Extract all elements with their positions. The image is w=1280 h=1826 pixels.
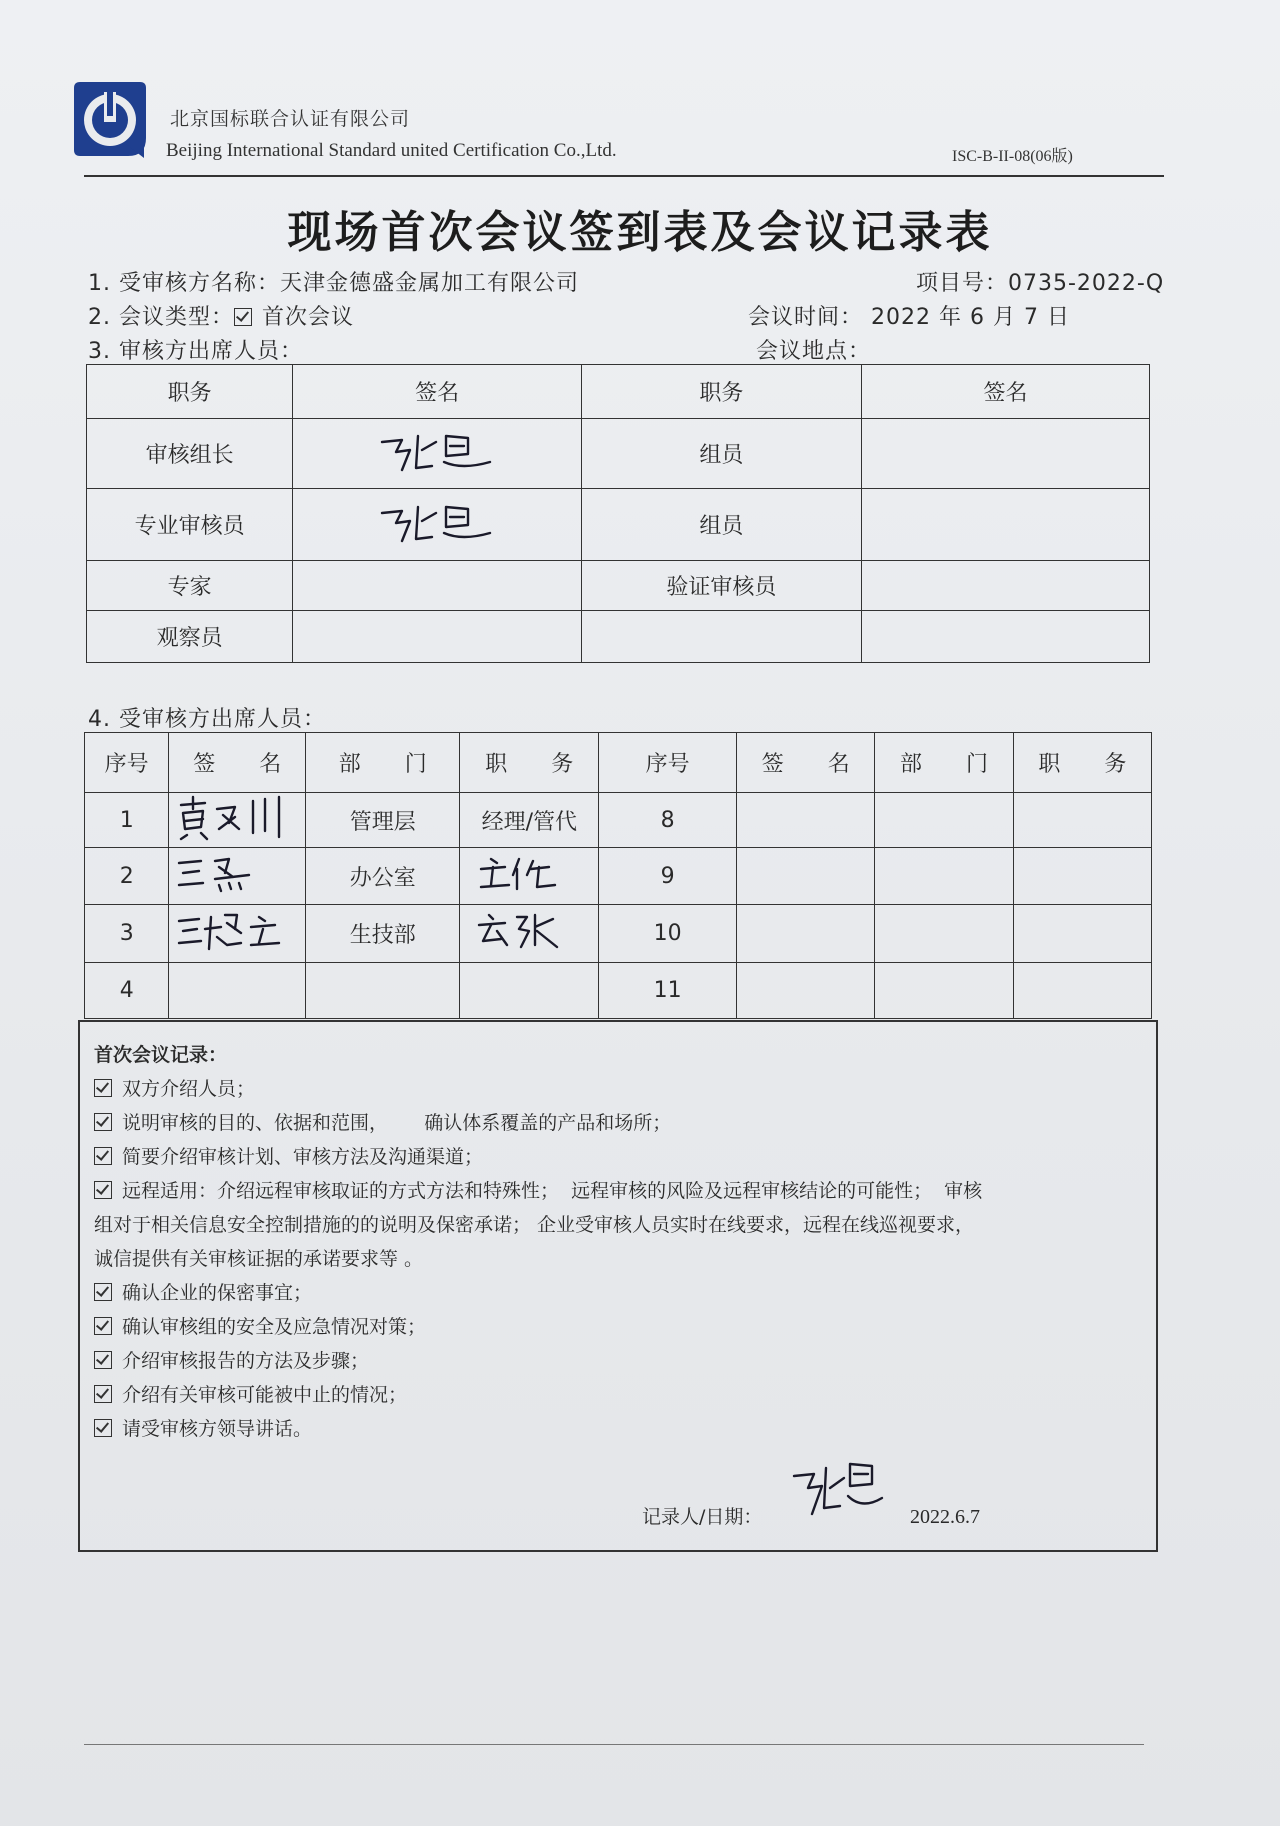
checkbox-icon bbox=[94, 1079, 112, 1097]
header-divider bbox=[84, 175, 1164, 177]
header-cell: 签名 bbox=[293, 365, 581, 419]
signature-cell bbox=[169, 848, 306, 905]
record-item bbox=[94, 1276, 312, 1310]
checkbox-icon bbox=[234, 308, 252, 326]
company-logo bbox=[68, 78, 152, 162]
header-cell: 部 门 bbox=[306, 733, 460, 793]
signature-cell bbox=[861, 419, 1149, 489]
row-number: 9 bbox=[599, 848, 737, 905]
meeting-type-line bbox=[88, 300, 354, 331]
checkbox-icon bbox=[94, 1181, 112, 1199]
signature-cell bbox=[293, 611, 581, 663]
header-cell: 签名 bbox=[861, 365, 1149, 419]
meeting-record-box bbox=[78, 1020, 1158, 1552]
record-item-text: 说明审核的目的、依据和范围， 确认体系覆盖的产品和场所； bbox=[122, 1112, 672, 1134]
meeting-type-label: 2. 会议类型： bbox=[88, 305, 234, 330]
company-name-cn: 北京国标联合认证有限公司 bbox=[170, 108, 411, 130]
signature-cell bbox=[861, 561, 1149, 611]
auditor-table bbox=[86, 364, 1150, 663]
meeting-type-value: 首次会议 bbox=[261, 305, 354, 330]
department-cell: 办公室 bbox=[306, 848, 460, 905]
record-date: 2022.6.7 bbox=[910, 1506, 980, 1528]
position-cell bbox=[460, 905, 599, 963]
record-heading: 首次会议记录： bbox=[94, 1044, 228, 1066]
empty-cell bbox=[1013, 905, 1151, 963]
table-row bbox=[85, 793, 1152, 848]
checkbox-icon bbox=[94, 1419, 112, 1437]
row-number: 4 bbox=[85, 963, 169, 1019]
header-cell: 序号 bbox=[85, 733, 169, 793]
auditor-attendees-label: 3. 审核方出席人员： bbox=[88, 339, 303, 364]
record-item-text: 双方介绍人员； bbox=[122, 1078, 256, 1100]
meeting-time: 会议时间： 2022 年 6 月 7 日 bbox=[748, 305, 1070, 330]
record-item bbox=[94, 1412, 312, 1446]
role-cell: 验证审核员 bbox=[581, 561, 861, 611]
role-cell: 专家 bbox=[87, 561, 293, 611]
signature-cell bbox=[861, 611, 1149, 663]
handwritten-signature bbox=[372, 426, 502, 476]
table-row bbox=[87, 419, 1150, 489]
row-number: 1 bbox=[85, 793, 169, 848]
handwritten-signature bbox=[372, 497, 502, 547]
table-row bbox=[85, 905, 1152, 963]
row-number: 8 bbox=[599, 793, 737, 848]
handwritten-signature bbox=[175, 793, 299, 841]
recorder-signature bbox=[786, 1458, 886, 1528]
empty-cell bbox=[875, 793, 1013, 848]
record-item-text: 简要介绍审核计划、审核方法及沟通渠道； bbox=[122, 1146, 484, 1168]
header-cell: 部 门 bbox=[875, 733, 1013, 793]
position-cell bbox=[460, 963, 599, 1019]
handwritten-position bbox=[469, 851, 589, 895]
record-item-continued: 组对于相关信息安全控制措施的的说明及保密承诺； 企业受审核人员实时在线要求，远程在线巡视要求， bbox=[94, 1214, 975, 1236]
row-number: 3 bbox=[85, 905, 169, 963]
empty-cell bbox=[875, 963, 1013, 1019]
table-row bbox=[87, 489, 1150, 561]
recorder-label: 记录人/日期： bbox=[642, 1506, 763, 1528]
handwritten-position bbox=[469, 909, 589, 953]
handwritten-signature bbox=[175, 909, 299, 953]
record-item bbox=[94, 1106, 671, 1140]
handwritten-signature bbox=[175, 851, 299, 895]
signature-cell bbox=[169, 793, 306, 848]
table-row bbox=[85, 848, 1152, 905]
role-cell: 观察员 bbox=[87, 611, 293, 663]
table-header-row bbox=[85, 733, 1152, 793]
role-cell: 组员 bbox=[581, 489, 861, 561]
auditee-name-line: 1. 受审核方名称：天津金德盛金属加工有限公司 bbox=[88, 271, 579, 296]
signature-cell bbox=[293, 561, 581, 611]
checkbox-icon bbox=[94, 1351, 112, 1369]
department-cell bbox=[306, 963, 460, 1019]
document-title: 现场首次会议签到表及会议记录表 bbox=[287, 207, 993, 258]
meeting-place: 会议地点： bbox=[756, 339, 872, 364]
empty-cell bbox=[1013, 848, 1151, 905]
checkbox-icon bbox=[94, 1385, 112, 1403]
empty-cell bbox=[737, 848, 875, 905]
record-item bbox=[94, 1310, 426, 1344]
table-row bbox=[87, 611, 1150, 663]
checkbox-icon bbox=[94, 1317, 112, 1335]
form-code: ISC-B-II-08(06版) bbox=[952, 148, 1073, 165]
header-cell: 职 务 bbox=[1013, 733, 1151, 793]
empty-cell bbox=[737, 905, 875, 963]
record-item-text: 请受审核方领导讲话。 bbox=[122, 1418, 313, 1440]
record-item bbox=[94, 1174, 982, 1208]
table-row bbox=[85, 963, 1152, 1019]
signature-cell bbox=[293, 489, 581, 561]
record-item-text: 确认企业的保密事宜； bbox=[122, 1282, 313, 1304]
record-item-text: 介绍审核报告的方法及步骤； bbox=[122, 1350, 370, 1372]
empty-cell bbox=[875, 905, 1013, 963]
record-item bbox=[94, 1344, 369, 1378]
header-cell: 职务 bbox=[87, 365, 293, 419]
role-cell: 专业审核员 bbox=[87, 489, 293, 561]
footer-divider bbox=[84, 1744, 1144, 1745]
header-cell: 序号 bbox=[599, 733, 737, 793]
empty-cell bbox=[737, 963, 875, 1019]
project-number: 项目号：0735-2022-Q bbox=[916, 271, 1165, 296]
row-number: 2 bbox=[85, 848, 169, 905]
header-cell: 签 名 bbox=[737, 733, 875, 793]
record-item bbox=[94, 1140, 483, 1174]
checkbox-icon bbox=[94, 1113, 112, 1131]
empty-cell bbox=[1013, 793, 1151, 848]
empty-cell bbox=[1013, 963, 1151, 1019]
role-cell: 审核组长 bbox=[87, 419, 293, 489]
record-item bbox=[94, 1072, 255, 1106]
company-name-en: Beijing International Standard united Certification Co.,Ltd. bbox=[166, 140, 617, 161]
department-cell: 生技部 bbox=[306, 905, 460, 963]
record-item-text: 介绍有关审核可能被中止的情况； bbox=[122, 1384, 408, 1406]
role-cell: 组员 bbox=[581, 419, 861, 489]
record-item-continued: 诚信提供有关审核证据的承诺要求等 。 bbox=[94, 1248, 424, 1270]
empty-cell bbox=[875, 848, 1013, 905]
record-item bbox=[94, 1378, 407, 1412]
auditee-attendees-label: 4. 受审核方出席人员： bbox=[88, 707, 326, 732]
role-cell bbox=[581, 611, 861, 663]
header-cell: 职 务 bbox=[460, 733, 599, 793]
row-number: 11 bbox=[599, 963, 737, 1019]
signature-cell bbox=[169, 905, 306, 963]
position-cell bbox=[460, 848, 599, 905]
checkbox-icon bbox=[94, 1147, 112, 1165]
signature-cell bbox=[861, 489, 1149, 561]
row-number: 10 bbox=[599, 905, 737, 963]
header-cell: 职务 bbox=[581, 365, 861, 419]
department-cell: 管理层 bbox=[306, 793, 460, 848]
header-cell: 签 名 bbox=[169, 733, 306, 793]
empty-cell bbox=[737, 793, 875, 848]
table-header-row bbox=[87, 365, 1150, 419]
signature-cell bbox=[293, 419, 581, 489]
record-item-text: 确认审核组的安全及应急情况对策； bbox=[122, 1316, 427, 1338]
signature-cell bbox=[169, 963, 306, 1019]
table-row bbox=[87, 561, 1150, 611]
record-item-text: 远程适用：介绍远程审核取证的方式方法和特殊性； 远程审核的风险及远程审核结论的可能性； 审核 bbox=[122, 1180, 983, 1202]
checkbox-icon bbox=[94, 1283, 112, 1301]
auditee-table bbox=[84, 732, 1152, 1019]
position-cell: 经理/管代 bbox=[460, 793, 599, 848]
